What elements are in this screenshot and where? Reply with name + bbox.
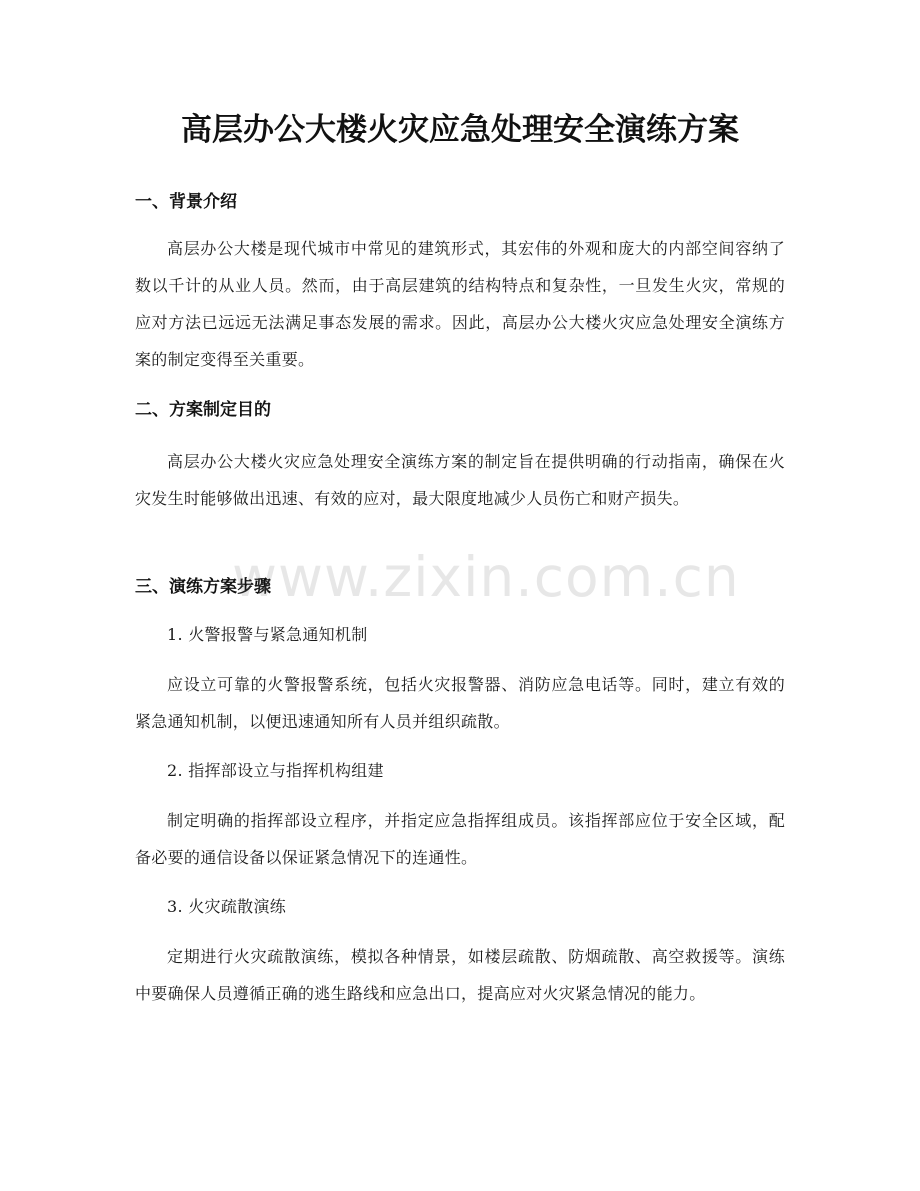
step-paragraph-3: 定期进行火灾疏散演练，模拟各种情景，如楼层疏散、防烟疏散、高空救援等。演练中要确保人员遵循正确的逃生路线和应急出口，提高应对火灾紧急情况的能力。 xyxy=(135,947,785,1003)
watermark: www.zixin.com.cn xyxy=(232,545,740,609)
section-paragraph-purpose: 高层办公大楼火灾应急处理安全演练方案的制定旨在提供明确的行动指南，确保在火灾发生时能够做出迅速、有效的应对，最大限度地减少人员伤亡和财产损失。 xyxy=(135,452,785,508)
section-heading-steps: 三、演练方案步骤 xyxy=(135,577,271,597)
section-heading-background: 一、背景介绍 xyxy=(135,192,237,212)
step-paragraph-1: 应设立可靠的火警报警系统，包括火灾报警器、消防应急电话等。同时，建立有效的紧急通知机制，以便迅速通知所有人员并组织疏散。 xyxy=(135,675,785,731)
step-title-3: 3. 火灾疏散演练 xyxy=(167,897,287,916)
step-paragraph-2: 制定明确的指挥部设立程序，并指定应急指挥组成员。该指挥部应位于安全区域，配备必要的通信设备以保证紧急情况下的连通性。 xyxy=(135,811,785,867)
step-title-2: 2. 指挥部设立与指挥机构组建 xyxy=(167,761,384,780)
section-heading-purpose: 二、方案制定目的 xyxy=(135,400,271,420)
step-title-1: 1. 火警报警与紧急通知机制 xyxy=(167,625,368,644)
document-title: 高层办公大楼火灾应急处理安全演练方案 xyxy=(181,112,739,148)
section-paragraph-background: 高层办公大楼是现代城市中常见的建筑形式，其宏伟的外观和庞大的内部空间容纳了数以千计的从业人员。然而，由于高层建筑的结构特点和复杂性，一旦发生火灾，常规的应对方法已远远无法满足事态发展的需求。因此，高层办公大楼火灾应急处理安全演练方案的制定变得至关重要。 xyxy=(135,239,785,369)
